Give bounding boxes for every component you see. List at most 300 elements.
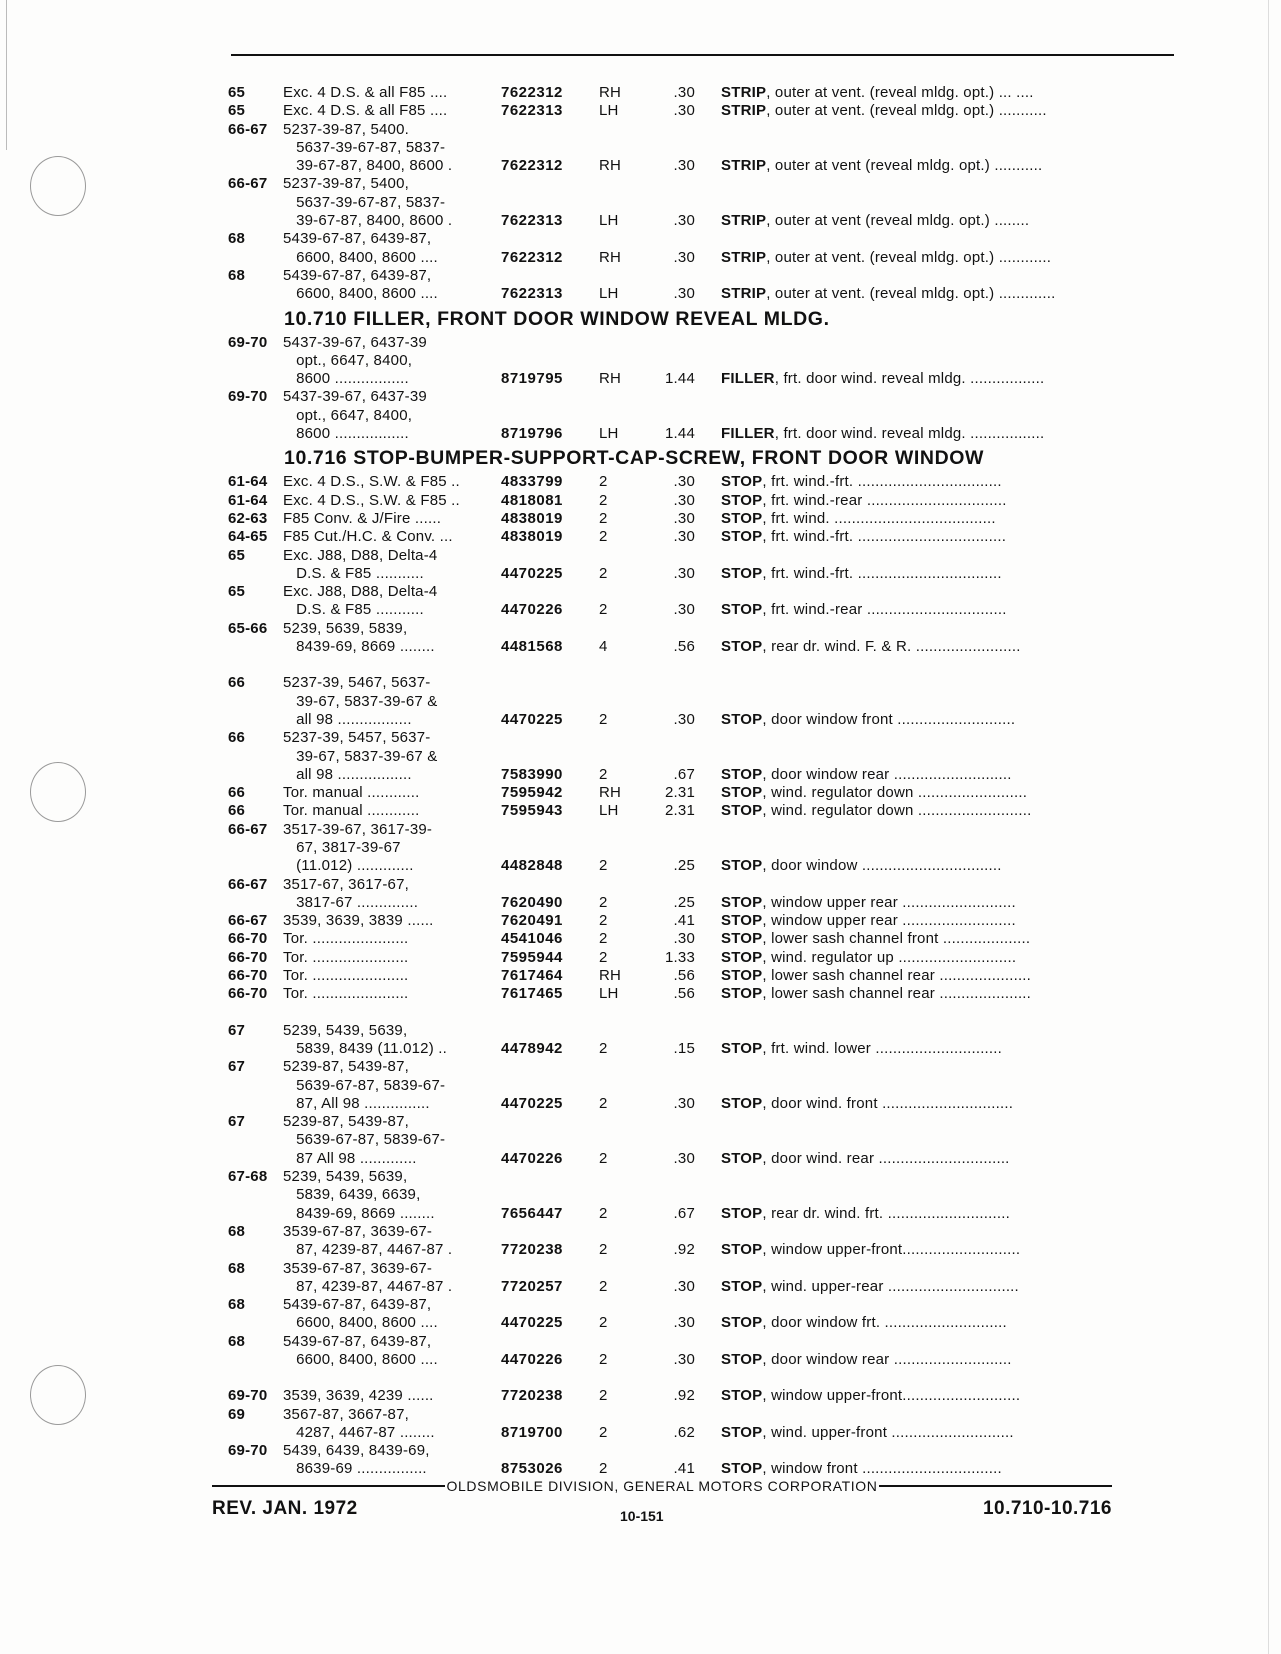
application-line: 5237-39-87, 5400. (283, 120, 410, 138)
application (283, 1058, 501, 1113)
application (283, 583, 501, 620)
price: 2.31 (665, 802, 695, 820)
description-keyword: STOP (721, 710, 763, 728)
description-text: , wind. upper-rear .............................. (762, 1277, 1019, 1295)
model-year: 66-70 (228, 948, 268, 966)
description-text: , frt. wind.-rear ................................ (762, 491, 1007, 509)
model-year: 66-67 (228, 120, 268, 138)
application-line: D.S. & F85 ........... (283, 564, 424, 582)
application (283, 121, 501, 176)
model-year: 62-63 (228, 509, 268, 527)
part-row (228, 230, 1188, 267)
description-text: , window upper-front........................... (762, 1241, 1021, 1259)
page-number: 10-151 (620, 1508, 664, 1524)
description-text: , window upper-front........................... (762, 1387, 1021, 1405)
quantity: 2 (599, 1094, 608, 1112)
quantity: 2 (599, 1277, 608, 1295)
part-row (228, 967, 1188, 985)
part-number: 4478942 (501, 1039, 563, 1057)
description-text: , door window ................................ (762, 857, 1002, 875)
part-row (228, 1223, 1188, 1260)
application-line: Exc. 4 D.S., S.W. & F85 .. (283, 473, 460, 491)
description-text: , outer at vent. (reveal mldg. opt.) ............ (766, 248, 1052, 266)
description-text: , frt. door wind. reveal mldg. ................. (774, 370, 1045, 388)
part-row (228, 510, 1188, 528)
application-line: 5239-87, 5439-87, (283, 1113, 410, 1131)
price: .30 (673, 248, 695, 266)
description-text: , door window frt. ............................ (762, 1314, 1007, 1332)
model-year: 61-64 (228, 491, 268, 509)
application (283, 1406, 501, 1443)
price: .30 (673, 491, 695, 509)
application-line: 5237-39, 5457, 5637- (283, 729, 431, 747)
part-row (228, 528, 1188, 546)
binder-hole-middle (30, 762, 86, 822)
revision-date: REV. JAN. 1972 (212, 1498, 358, 1519)
quantity: 2 (599, 930, 608, 948)
description-text: , door window rear ........................... (762, 765, 1012, 783)
price: .30 (673, 1149, 695, 1167)
application (283, 985, 501, 1003)
application-line: 5237-39, 5467, 5637- (283, 674, 431, 692)
footer-corporation: OLDSMOBILE DIVISION, GENERAL MOTORS CORPORATION (446, 1478, 878, 1494)
description-keyword: STRIP (721, 157, 767, 175)
application-line: 67, 3817-39-67 (283, 838, 401, 856)
application (283, 674, 501, 729)
part-number: 4470226 (501, 1351, 563, 1368)
quantity: 2 (599, 912, 608, 930)
description-text: , window upper rear .......................... (762, 912, 1016, 930)
price: .30 (673, 212, 695, 230)
application-line: 3817-67 .............. (283, 893, 419, 911)
part-row (228, 729, 1188, 784)
row-spacer (228, 1004, 1188, 1022)
part-number: 7617465 (501, 985, 563, 1003)
quantity: LH (599, 212, 619, 230)
description (721, 985, 1188, 1003)
description (721, 212, 1188, 230)
application-line: Exc. J88, D88, Delta-4 (283, 546, 438, 564)
application-line: Tor. ...................... (283, 985, 409, 1003)
model-year: 68 (228, 230, 246, 248)
application-line: 3539, 3639, 4239 ...... (283, 1387, 434, 1405)
part-number: 4470226 (501, 1149, 563, 1167)
part-row (228, 1113, 1188, 1168)
part-row (228, 84, 1188, 102)
application-line: 5639-67-87, 5839-67- (283, 1131, 446, 1149)
description-text: , frt. wind.-rear ................................ (762, 601, 1007, 619)
application-line: 6600, 8400, 8600 .... (283, 248, 438, 266)
description (721, 102, 1188, 120)
description-text: , outer at vent. (reveal mldg. opt.) ............. (766, 285, 1056, 303)
application-line: 8639-69 ................ (283, 1460, 427, 1478)
application-line: all 98 ................. (283, 710, 412, 728)
part-number: 4470225 (501, 564, 563, 582)
part-number: 8753026 (501, 1460, 563, 1478)
part-number: 7622313 (501, 285, 563, 303)
price: .56 (673, 985, 695, 1003)
quantity: 4 (599, 638, 608, 656)
part-row (228, 1022, 1188, 1059)
quantity: LH (599, 985, 619, 1003)
application (283, 784, 501, 802)
description-text: , door window rear ........................... (762, 1351, 1012, 1368)
description (721, 473, 1188, 491)
application-line: (11.012) ............. (283, 857, 414, 875)
part-number: 7622312 (501, 84, 563, 101)
model-year: 69-70 (228, 388, 268, 406)
model-year: 64-65 (228, 528, 268, 546)
application-line: 5839, 8439 (11.012) .. (283, 1039, 448, 1057)
description (721, 1424, 1188, 1442)
description-text: , window upper rear .......................... (762, 893, 1016, 911)
part-row (228, 175, 1188, 230)
price: .41 (673, 1460, 695, 1478)
description (721, 565, 1188, 583)
model-year: 69-70 (228, 1387, 268, 1405)
price: .30 (673, 473, 695, 491)
price: .30 (673, 1277, 695, 1295)
part-number: 7583990 (501, 765, 563, 783)
description-text: , outer at vent (reveal mldg. opt.) ........... (766, 157, 1043, 175)
description-keyword: STOP (721, 638, 763, 656)
part-number: 4470225 (501, 1314, 563, 1332)
application-line: 5239, 5439, 5639, (283, 1168, 408, 1186)
model-year: 68 (228, 1332, 246, 1350)
price: 1.33 (665, 948, 695, 966)
quantity: 2 (599, 710, 608, 728)
description (721, 425, 1188, 443)
application (283, 473, 501, 491)
application-line: 6600, 8400, 8600 .... (283, 1314, 438, 1332)
description-keyword: STOP (721, 948, 763, 966)
price: .41 (673, 912, 695, 930)
application-line: 5437-39-67, 6437-39 (283, 388, 427, 406)
model-year: 67 (228, 1021, 246, 1039)
section-heading: 10.716 STOP-BUMPER-SUPPORT-CAP-SCREW, FRONT DOOR WINDOW (284, 447, 985, 470)
description (721, 1040, 1188, 1058)
application (283, 802, 501, 820)
description-keyword: STOP (721, 912, 763, 930)
price: .67 (673, 765, 695, 783)
part-number: 7720238 (501, 1241, 563, 1259)
part-number: 7622312 (501, 248, 563, 266)
description-keyword: STOP (721, 1423, 763, 1441)
part-number: 7620490 (501, 893, 563, 911)
application-line: 3539-67-87, 3639-67- (283, 1222, 433, 1240)
right-edge-mark (1268, 0, 1269, 1654)
part-number: 7720238 (501, 1387, 563, 1405)
quantity: 2 (599, 528, 608, 546)
application (283, 949, 501, 967)
description (721, 857, 1188, 875)
application-line: 87, 4239-87, 4467-87 . (283, 1277, 453, 1295)
description (721, 285, 1188, 303)
part-number: 4470225 (501, 710, 563, 728)
application (283, 84, 501, 102)
description-keyword: STRIP (721, 84, 767, 101)
application-line: 87, All 98 ............... (283, 1094, 430, 1112)
application (283, 547, 501, 584)
model-year: 66-67 (228, 820, 268, 838)
description-keyword: STOP (721, 601, 763, 619)
description-text: , frt. wind.-frt. ................................. (762, 473, 1002, 491)
description (721, 638, 1188, 656)
application (283, 967, 501, 985)
model-year: 66-67 (228, 175, 268, 193)
model-year: 65 (228, 84, 246, 101)
model-year: 68 (228, 266, 246, 284)
application-line: 8600 ................. (283, 370, 409, 388)
description-keyword: STOP (721, 1351, 763, 1368)
row-spacer (228, 656, 1188, 674)
application-line: 3539-67-87, 3639-67- (283, 1259, 433, 1277)
quantity: 2 (599, 1351, 608, 1368)
application-line: 87, 4239-87, 4467-87 . (283, 1241, 453, 1259)
quantity: 2 (599, 857, 608, 875)
part-number: 7617464 (501, 967, 563, 985)
description-text: , outer at vent (reveal mldg. opt.) ........ (766, 212, 1030, 230)
part-number: 7622313 (501, 212, 563, 230)
description-text: , wind. regulator down ......................... (762, 784, 1028, 802)
quantity: 2 (599, 1314, 608, 1332)
part-row (228, 1387, 1188, 1405)
price: .92 (673, 1387, 695, 1405)
application (283, 1168, 501, 1223)
description (721, 1460, 1188, 1478)
application-line: 3517-67, 3617-67, (283, 875, 410, 893)
application-line: Exc. J88, D88, Delta-4 (283, 583, 438, 601)
quantity: RH (599, 370, 622, 388)
part-number: 7595942 (501, 784, 563, 802)
part-row (228, 949, 1188, 967)
description-keyword: FILLER (721, 425, 775, 443)
description (721, 1387, 1188, 1405)
description-keyword: STOP (721, 1277, 763, 1295)
quantity: 2 (599, 564, 608, 582)
quantity: 2 (599, 893, 608, 911)
application (283, 729, 501, 784)
price: .30 (673, 102, 695, 120)
model-year: 67 (228, 1113, 246, 1131)
description-text: , frt. wind.-frt. .................................. (762, 528, 1007, 546)
description-keyword: STOP (721, 1241, 763, 1259)
application-line: 5437-39-67, 6437-39 (283, 333, 427, 351)
application (283, 1022, 501, 1059)
description (721, 1351, 1188, 1369)
description (721, 802, 1188, 820)
application-line: 5637-39-67-87, 5837- (283, 138, 446, 156)
part-number: 8719795 (501, 370, 563, 388)
application-line: 6600, 8400, 8600 .... (283, 1351, 438, 1368)
model-year: 66 (228, 802, 246, 820)
part-row (228, 1296, 1188, 1333)
quantity: RH (599, 84, 622, 101)
part-row (228, 473, 1188, 491)
application (283, 334, 501, 389)
application-line: 5239, 5439, 5639, (283, 1021, 408, 1039)
description-keyword: STOP (721, 967, 763, 985)
description-keyword: STOP (721, 985, 763, 1003)
description-keyword: STRIP (721, 212, 767, 230)
footer-corporation-line (212, 1478, 1112, 1494)
part-number: 4838019 (501, 528, 563, 546)
price: 1.44 (665, 425, 695, 443)
price: .30 (673, 528, 695, 546)
binder-hole-bottom (30, 1365, 86, 1425)
application-line: 8600 ................. (283, 425, 409, 443)
description-keyword: STOP (721, 564, 763, 582)
description (721, 967, 1188, 985)
model-year: 66-70 (228, 967, 268, 985)
part-number: 4470226 (501, 601, 563, 619)
part-row (228, 784, 1188, 802)
description (721, 1314, 1188, 1332)
description (721, 601, 1188, 619)
part-row (228, 121, 1188, 176)
quantity: 2 (599, 1460, 608, 1478)
application-line: Tor. ...................... (283, 948, 409, 966)
quantity: 2 (599, 765, 608, 783)
description (721, 949, 1188, 967)
application-line: 87 All 98 ............. (283, 1149, 417, 1167)
application-line: 4287, 4467-87 ........ (283, 1423, 435, 1441)
application (283, 1296, 501, 1333)
description-text: , wind. regulator up ........................... (762, 948, 1017, 966)
application-line: 5239, 5639, 5839, (283, 619, 408, 637)
model-year: 67 (228, 1058, 246, 1076)
application-line: Exc. 4 D.S. & all F85 .... (283, 102, 448, 120)
price: .30 (673, 1094, 695, 1112)
description (721, 510, 1188, 528)
description-text: , lower sash channel front .................... (762, 930, 1031, 948)
price: .25 (673, 857, 695, 875)
part-number: 4541046 (501, 930, 563, 948)
application-line: 5237-39-87, 5400, (283, 175, 410, 193)
application-line: 8439-69, 8669 ........ (283, 1204, 435, 1222)
quantity: RH (599, 157, 622, 175)
application (283, 912, 501, 930)
description-text: , lower sash channel rear ..................... (762, 967, 1032, 985)
application-line: Tor. manual ............ (283, 802, 420, 820)
price: .62 (673, 1423, 695, 1441)
application-line: F85 Conv. & J/Fire ...... (283, 509, 442, 527)
description (721, 1150, 1188, 1168)
application-line: 5839, 6439, 6639, (283, 1186, 421, 1204)
application-line: opt., 6647, 8400, (283, 406, 413, 424)
part-row (228, 985, 1188, 1003)
description-keyword: STOP (721, 1314, 763, 1332)
quantity: 2 (599, 473, 608, 491)
part-row (228, 802, 1188, 820)
price: .30 (673, 710, 695, 728)
model-year: 66-67 (228, 912, 268, 930)
description-keyword: STOP (721, 802, 763, 820)
model-year: 66-70 (228, 985, 268, 1003)
model-year: 69-70 (228, 1442, 268, 1460)
part-row (228, 1406, 1188, 1443)
application-line: 5637-39-67-87, 5837- (283, 193, 446, 211)
part-row (228, 388, 1188, 443)
description-text: , rear dr. wind. F. & R. ........................ (762, 638, 1021, 656)
price: .56 (673, 638, 695, 656)
application (283, 1260, 501, 1297)
model-year: 69-70 (228, 333, 268, 351)
part-row (228, 821, 1188, 876)
model-year: 65 (228, 102, 246, 120)
description-text: , outer at vent. (reveal mldg. opt.) ... .... (766, 84, 1034, 101)
application (283, 930, 501, 948)
part-row (228, 912, 1188, 930)
part-number: 7720257 (501, 1277, 563, 1295)
description-keyword: STOP (721, 1149, 763, 1167)
application-line: Tor. manual ............ (283, 784, 420, 802)
model-year: 65 (228, 546, 246, 564)
price: .67 (673, 1204, 695, 1222)
quantity: RH (599, 248, 622, 266)
application-line: 39-67-87, 8400, 8600 . (283, 212, 453, 230)
model-year: 68 (228, 1222, 246, 1240)
description-keyword: STRIP (721, 102, 767, 120)
section-range: 10.710-10.716 (982, 1498, 1112, 1519)
application (283, 876, 501, 913)
description-text: , lower sash channel rear ..................... (762, 985, 1032, 1003)
description-text: , frt. door wind. reveal mldg. ................. (774, 425, 1045, 443)
description-text: , outer at vent. (reveal mldg. opt.) ........... (766, 102, 1047, 120)
quantity: 2 (599, 1204, 608, 1222)
application-line: 5439-67-87, 6439-87, (283, 1296, 432, 1314)
price: .30 (673, 1314, 695, 1332)
part-row (228, 1333, 1188, 1370)
description (721, 930, 1188, 948)
application (283, 528, 501, 546)
description (721, 1278, 1188, 1296)
application-line: D.S. & F85 ........... (283, 601, 424, 619)
quantity: LH (599, 102, 619, 120)
price: .15 (673, 1039, 695, 1057)
description-keyword: STOP (721, 1387, 763, 1405)
application (283, 510, 501, 528)
model-year: 66 (228, 729, 246, 747)
model-year: 68 (228, 1259, 246, 1277)
description-text: , door window front ........................... (762, 710, 1016, 728)
footer-rule-right (879, 1485, 1112, 1487)
description-text: , door wind. rear .............................. (762, 1149, 1010, 1167)
application-line: 6600, 8400, 8600 .... (283, 285, 438, 303)
part-number: 4833799 (501, 473, 563, 491)
description (721, 528, 1188, 546)
model-year: 69 (228, 1405, 246, 1423)
part-number: 7595943 (501, 802, 563, 820)
quantity: 2 (599, 1423, 608, 1441)
application-line: 5439-67-87, 6439-87, (283, 230, 432, 248)
part-number: 4481568 (501, 638, 563, 656)
part-row (228, 547, 1188, 584)
description-keyword: STOP (721, 1204, 763, 1222)
quantity: LH (599, 425, 619, 443)
description (721, 1241, 1188, 1259)
description-keyword: FILLER (721, 370, 775, 388)
application-line: Tor. ...................... (283, 967, 409, 985)
description-keyword: STOP (721, 491, 763, 509)
price: .92 (673, 1241, 695, 1259)
part-number: 8719700 (501, 1423, 563, 1441)
price: .30 (673, 1351, 695, 1368)
description (721, 711, 1188, 729)
application-line: F85 Cut./H.C. & Conv. ... (283, 528, 453, 546)
price: .30 (673, 157, 695, 175)
quantity: 2 (599, 1241, 608, 1259)
